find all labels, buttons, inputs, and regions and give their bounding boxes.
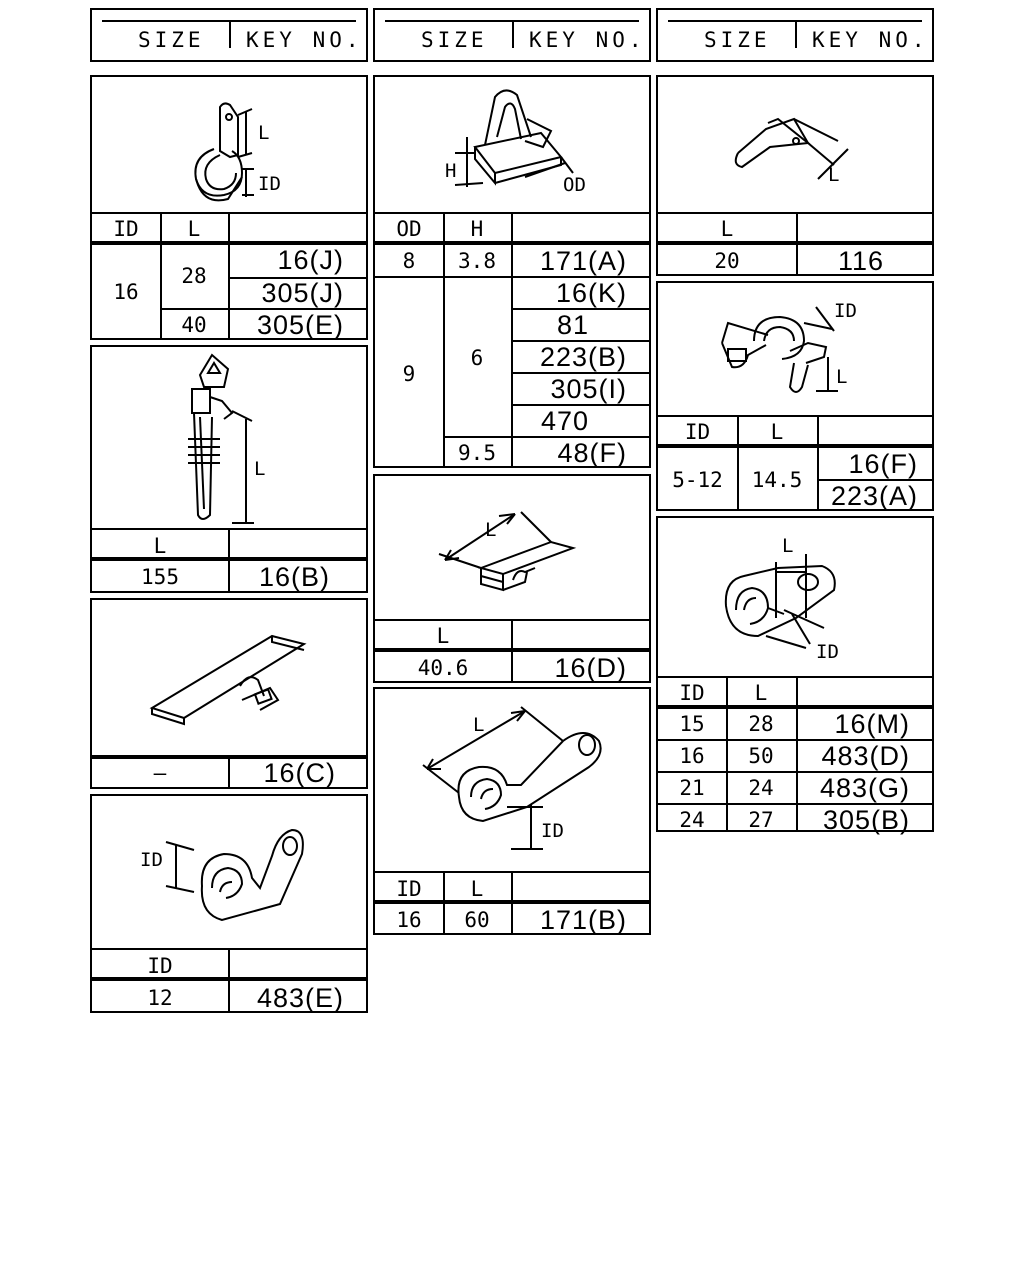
part-p-clamp xyxy=(90,794,368,1013)
dim-label: L xyxy=(473,714,485,736)
key-number: 16(B) xyxy=(258,562,330,592)
l-value: 14.5 xyxy=(751,468,803,492)
dim-label: L xyxy=(254,458,266,480)
col-od: OD xyxy=(396,217,422,241)
l-value: 40.6 xyxy=(417,656,469,680)
col-l: L xyxy=(754,681,768,705)
l-value: 20 xyxy=(714,249,740,273)
key-number: 223(A) xyxy=(830,481,918,511)
l-value: 27 xyxy=(748,808,774,832)
col-l: L xyxy=(436,624,450,648)
key-number: 305(I) xyxy=(550,374,627,404)
part-loop-clamp xyxy=(90,75,368,340)
id-value: 16 xyxy=(396,908,422,932)
dim-label: ID xyxy=(258,173,281,195)
part-double-clamp xyxy=(373,687,651,935)
part-pipe-clip xyxy=(373,75,651,468)
strip-clip-figure xyxy=(375,476,649,620)
key-number: 16(K) xyxy=(555,278,627,308)
dim-label: OD xyxy=(563,174,586,196)
dim-label: L xyxy=(836,366,848,388)
col-id: ID xyxy=(679,681,705,705)
bracket-clip-drawing xyxy=(92,600,366,756)
col-l: L xyxy=(720,217,734,241)
key-number: 16(C) xyxy=(263,758,336,788)
cable-tie-figure xyxy=(92,347,366,529)
mounting-clamp-drawing xyxy=(658,518,932,676)
hook-clip-drawing xyxy=(658,77,932,213)
col-l: L xyxy=(187,217,201,241)
h-value: 9.5 xyxy=(458,441,496,465)
strip-clip-drawing xyxy=(375,476,649,620)
loop-clamp-drawing xyxy=(92,77,366,213)
key-no-header: KEY NO. xyxy=(246,28,363,52)
pipe-clip-figure xyxy=(375,77,649,213)
l-value: 40 xyxy=(181,313,207,337)
dim-label: H xyxy=(445,160,457,182)
hose-clip-drawing xyxy=(658,283,932,415)
key-number: 116 xyxy=(837,246,884,276)
od-value: 9 xyxy=(402,362,416,386)
col-id: ID xyxy=(684,420,711,444)
dash-value: — xyxy=(153,761,167,785)
key-number: 305(B) xyxy=(822,805,910,835)
header-col-1 xyxy=(90,8,368,62)
col-h: H xyxy=(470,217,484,241)
id-value: 24 xyxy=(679,808,705,832)
key-number: 81 xyxy=(556,310,589,340)
key-number: 470 xyxy=(540,406,589,436)
id-value: 5-12 xyxy=(672,468,723,492)
id-value: 16 xyxy=(113,280,139,304)
key-number: 483(D) xyxy=(821,741,910,771)
col-id: ID xyxy=(396,877,422,901)
dim-label: ID xyxy=(541,820,564,842)
part-strip-clip xyxy=(373,474,651,683)
loop-clamp-figure xyxy=(92,77,366,213)
h-value: 3.8 xyxy=(458,249,496,273)
key-number: 48(F) xyxy=(557,438,627,468)
dim-label: ID xyxy=(816,641,839,663)
dim-label: L xyxy=(782,535,794,557)
dim-label: L xyxy=(258,122,270,144)
l-value: 28 xyxy=(748,712,774,736)
size-header: SIZE xyxy=(138,28,205,52)
header-col-3 xyxy=(656,8,934,62)
l-value: 28 xyxy=(181,264,207,288)
key-no-header: KEY NO. xyxy=(529,28,646,52)
pipe-clip-drawing xyxy=(375,77,649,213)
l-value: 24 xyxy=(748,776,774,800)
p-clamp-figure xyxy=(92,796,366,948)
part-bracket-clip xyxy=(90,598,368,789)
key-number: 171(A) xyxy=(539,246,627,276)
key-number: 483(G) xyxy=(819,773,910,803)
h-value: 6 xyxy=(470,346,484,370)
dim-label: ID xyxy=(140,849,163,871)
double-clamp-drawing xyxy=(375,689,649,871)
part-hook-clip xyxy=(656,75,934,276)
header-col-2 xyxy=(373,8,651,62)
key-number: 16(D) xyxy=(554,653,627,683)
bracket-clip-figure xyxy=(92,600,366,756)
l-value: 60 xyxy=(464,908,490,932)
p-clamp-drawing xyxy=(92,796,366,948)
col-id: ID xyxy=(113,217,139,241)
double-clamp-figure xyxy=(375,689,649,871)
key-number: 305(E) xyxy=(256,310,344,340)
dim-label: ID xyxy=(834,300,857,322)
size-header: SIZE xyxy=(421,28,488,52)
key-number: 16(M) xyxy=(834,709,910,739)
col-l: L xyxy=(153,534,167,558)
hose-clip-figure xyxy=(658,283,932,415)
dim-label: L xyxy=(828,164,840,186)
key-number: 16(F) xyxy=(848,449,918,479)
key-number: 171(B) xyxy=(539,905,627,935)
cable-tie-drawing xyxy=(92,347,366,529)
id-value: 16 xyxy=(679,744,705,768)
hook-clip-figure xyxy=(658,77,932,213)
key-number: 16(J) xyxy=(277,245,344,275)
key-number: 305(J) xyxy=(261,278,344,308)
key-number: 483(E) xyxy=(256,983,344,1013)
id-value: 15 xyxy=(679,712,705,736)
dim-label: L xyxy=(485,519,497,541)
part-hose-clip xyxy=(656,281,934,511)
part-mounting-clamp xyxy=(656,516,934,835)
id-value: 12 xyxy=(147,986,173,1010)
l-value: 155 xyxy=(141,565,179,589)
mounting-clamp-figure xyxy=(658,518,932,676)
key-no-header: KEY NO. xyxy=(812,28,929,52)
col-l: L xyxy=(470,877,484,901)
part-cable-tie xyxy=(90,345,368,593)
col-id: ID xyxy=(147,954,173,978)
key-number: 223(B) xyxy=(539,342,627,372)
size-header: SIZE xyxy=(704,28,771,52)
col-l: L xyxy=(770,420,784,444)
id-value: 21 xyxy=(679,776,705,800)
l-value: 50 xyxy=(748,744,774,768)
od-value: 8 xyxy=(402,249,416,273)
